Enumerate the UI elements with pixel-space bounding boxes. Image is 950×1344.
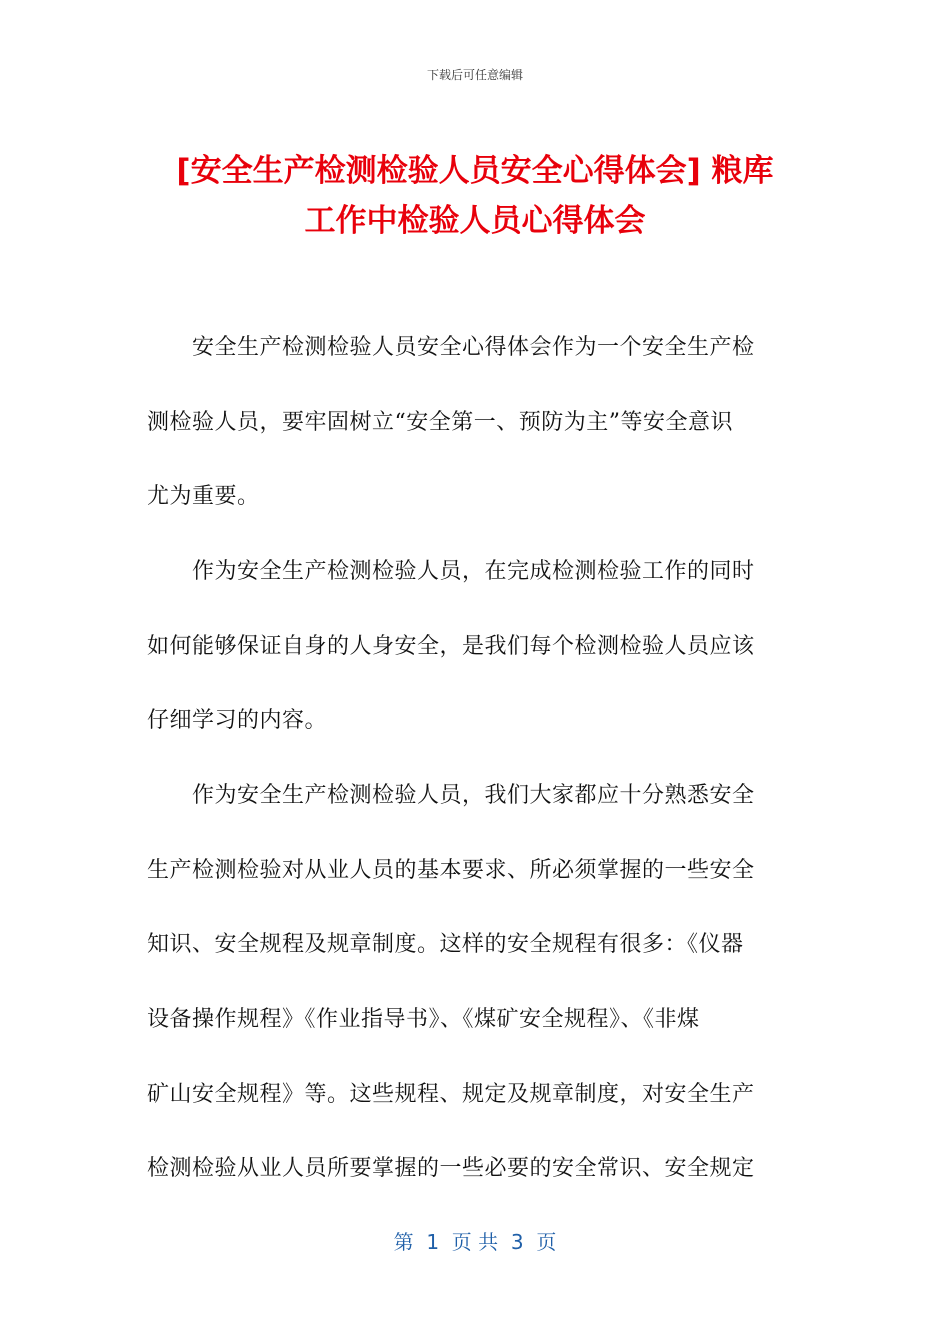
body-line: 安全生产检测检验人员安全心得体会作为一个安全生产检 (147, 335, 755, 360)
body-line: 矿山安全规程》等。这些规程、规定及规章制度，对安全生产 (147, 1082, 755, 1107)
title-line-1: [安全生产检测检验人员安全心得体会] 粮库 (176, 153, 774, 189)
body-line: 如何能够保证自身的人身安全，是我们每个检测检验人员应该 (147, 634, 755, 659)
body-line: 检测检验从业人员所要掌握的一些必要的安全常识、安全规定 (147, 1156, 755, 1181)
header-note: 下载后可任意编辑 (426, 68, 523, 82)
body-line: 生产检测检验对从业人员的基本要求、所必须掌握的一些安全 (147, 858, 755, 883)
body-line: 知识、安全规程及规章制度。这样的安全规程有很多：《仪器 (147, 932, 744, 957)
document-title (130, 146, 820, 246)
body-line: 作为安全生产检测检验人员，在完成检测检验工作的同时 (147, 559, 755, 584)
title-line-2: 工作中检验人员心得体会 (304, 203, 646, 239)
body-line: 作为安全生产检测检验人员，我们大家都应十分熟悉安全 (147, 783, 755, 808)
page-footer: 第 1 页 共 3 页 (393, 1230, 557, 1254)
body-line: 测检验人员，要牢固树立“安全第一、预防为主”等安全意识 (147, 410, 733, 435)
body-line: 仔细学习的内容。 (147, 708, 328, 733)
body-line: 尤为重要。 (147, 484, 260, 509)
body-line: 设备操作规程》《作业指导书》、《煤矿安全规程》、《非煤 (147, 1007, 700, 1032)
